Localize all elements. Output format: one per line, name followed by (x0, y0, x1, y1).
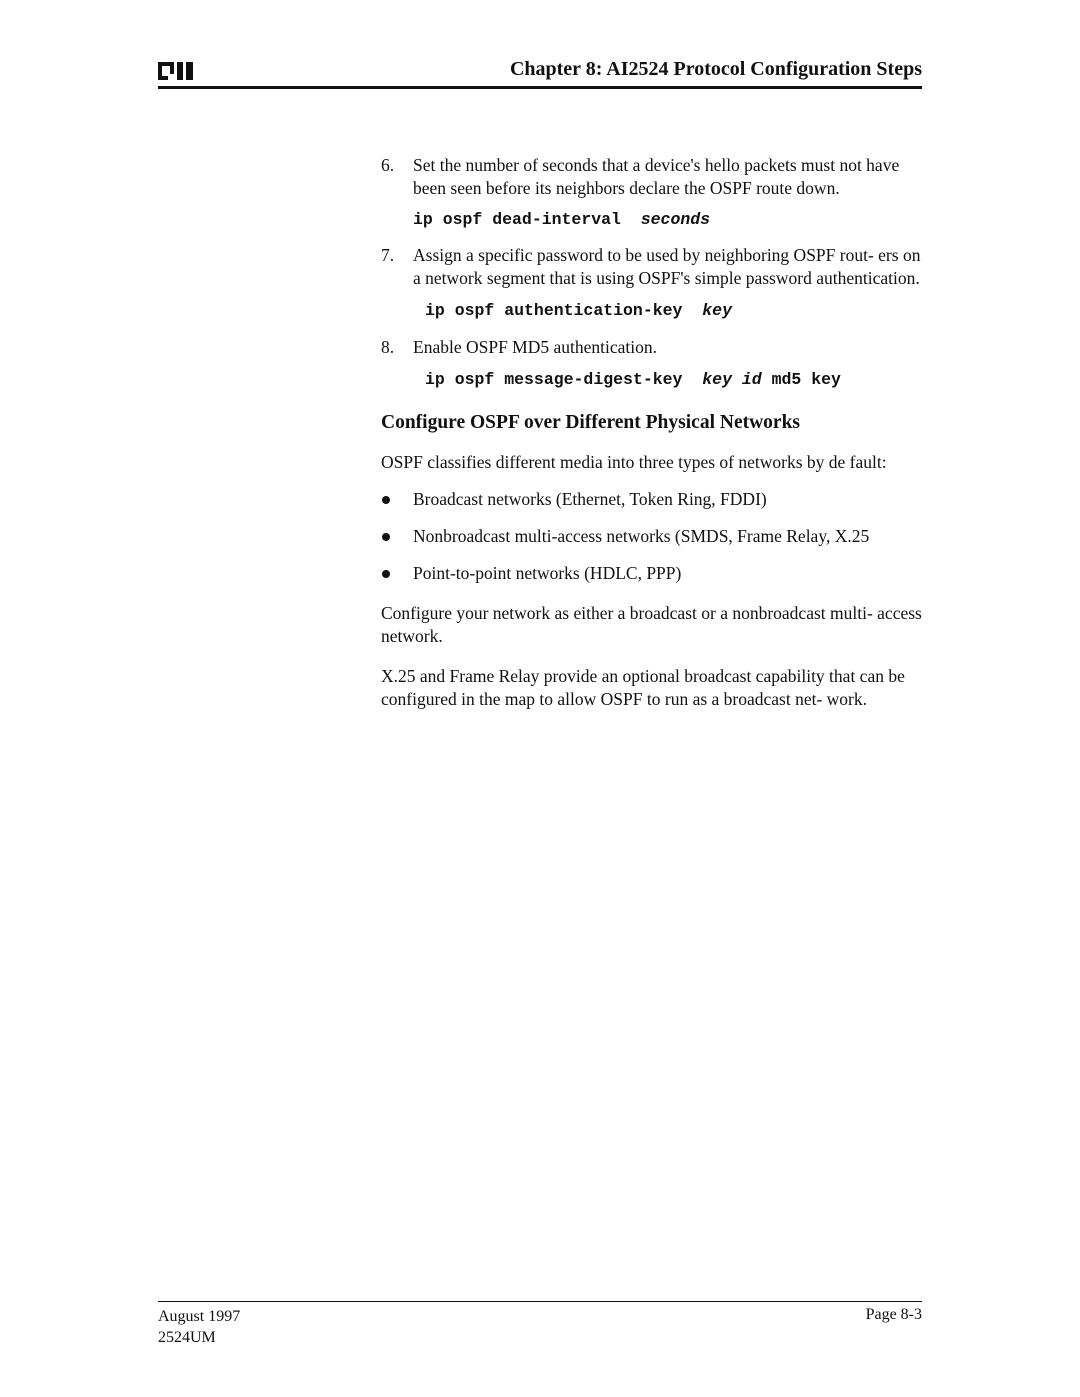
step-text: Enable OSPF MD5 authentication. (413, 337, 658, 357)
ai-logo (158, 60, 194, 82)
footer-left (158, 1306, 240, 1348)
footer-doc-id: 2524UM (158, 1329, 216, 1346)
list-item (381, 488, 924, 511)
chapter-title: Chapter 8: AI2524 Protocol Configuration Steps (509, 58, 922, 80)
bullet-icon (381, 488, 413, 511)
command-authentication-key (425, 300, 924, 322)
bullet-icon (381, 562, 413, 585)
list-item (381, 562, 924, 585)
bullet-icon (381, 525, 413, 548)
paragraph-x25-frame-relay: X.25 and Frame Relay provide an optional broadcast capability that can be configured in the map to allow OSPF to run as a broadcast net- work. (381, 666, 905, 709)
step-7 (381, 244, 924, 290)
list-item-text: Point-to-point networks (HDLC, PPP) (413, 563, 682, 583)
step-text: Assign a specific password to be used by neighboring OSPF rout- ers on a network segment that is using OSPF's simple password authentication. (413, 245, 921, 288)
command-tail: md5 key (771, 370, 841, 389)
paragraph-configure-network: Configure your network as either a broadcast or a nonbroadcast multi- access network. (381, 603, 922, 646)
section-heading: Configure OSPF over Different Physical Networks (381, 412, 801, 433)
step-number: 8. (381, 337, 395, 357)
section-intro: OSPF classifies different media into three types of networks by de fault: (381, 452, 887, 472)
footer-rule (158, 1301, 922, 1302)
command-argument: seconds (640, 210, 711, 229)
list-item-text: Broadcast networks (Ethernet, Token Ring, FDDI) (413, 489, 767, 509)
step-6 (381, 154, 924, 200)
command-argument: key id (702, 370, 762, 389)
step-number: 6. (381, 155, 395, 175)
step-8 (381, 336, 924, 359)
command-argument: key (702, 301, 732, 320)
command-keyword: ip ospf dead-interval (413, 210, 621, 229)
step-number: 7. (381, 245, 395, 265)
step-text: Set the number of seconds that a device's hello packets must not have been seen before its neighbors declare the OSPF route down. (413, 155, 900, 198)
command-dead-interval (413, 209, 924, 231)
footer-page-number: Page 8-3 (865, 1306, 922, 1323)
command-keyword: ip ospf authentication-key (425, 301, 683, 320)
command-message-digest-key (425, 369, 924, 391)
list-item-text: Nonbroadcast multi-access networks (SMDS, Frame Relay, X.25 (413, 526, 870, 546)
footer-date: August 1997 (158, 1308, 241, 1325)
command-keyword: ip ospf message-digest-key (425, 370, 683, 389)
page-content (381, 154, 924, 711)
header-rule (158, 86, 922, 89)
list-item (381, 525, 924, 548)
